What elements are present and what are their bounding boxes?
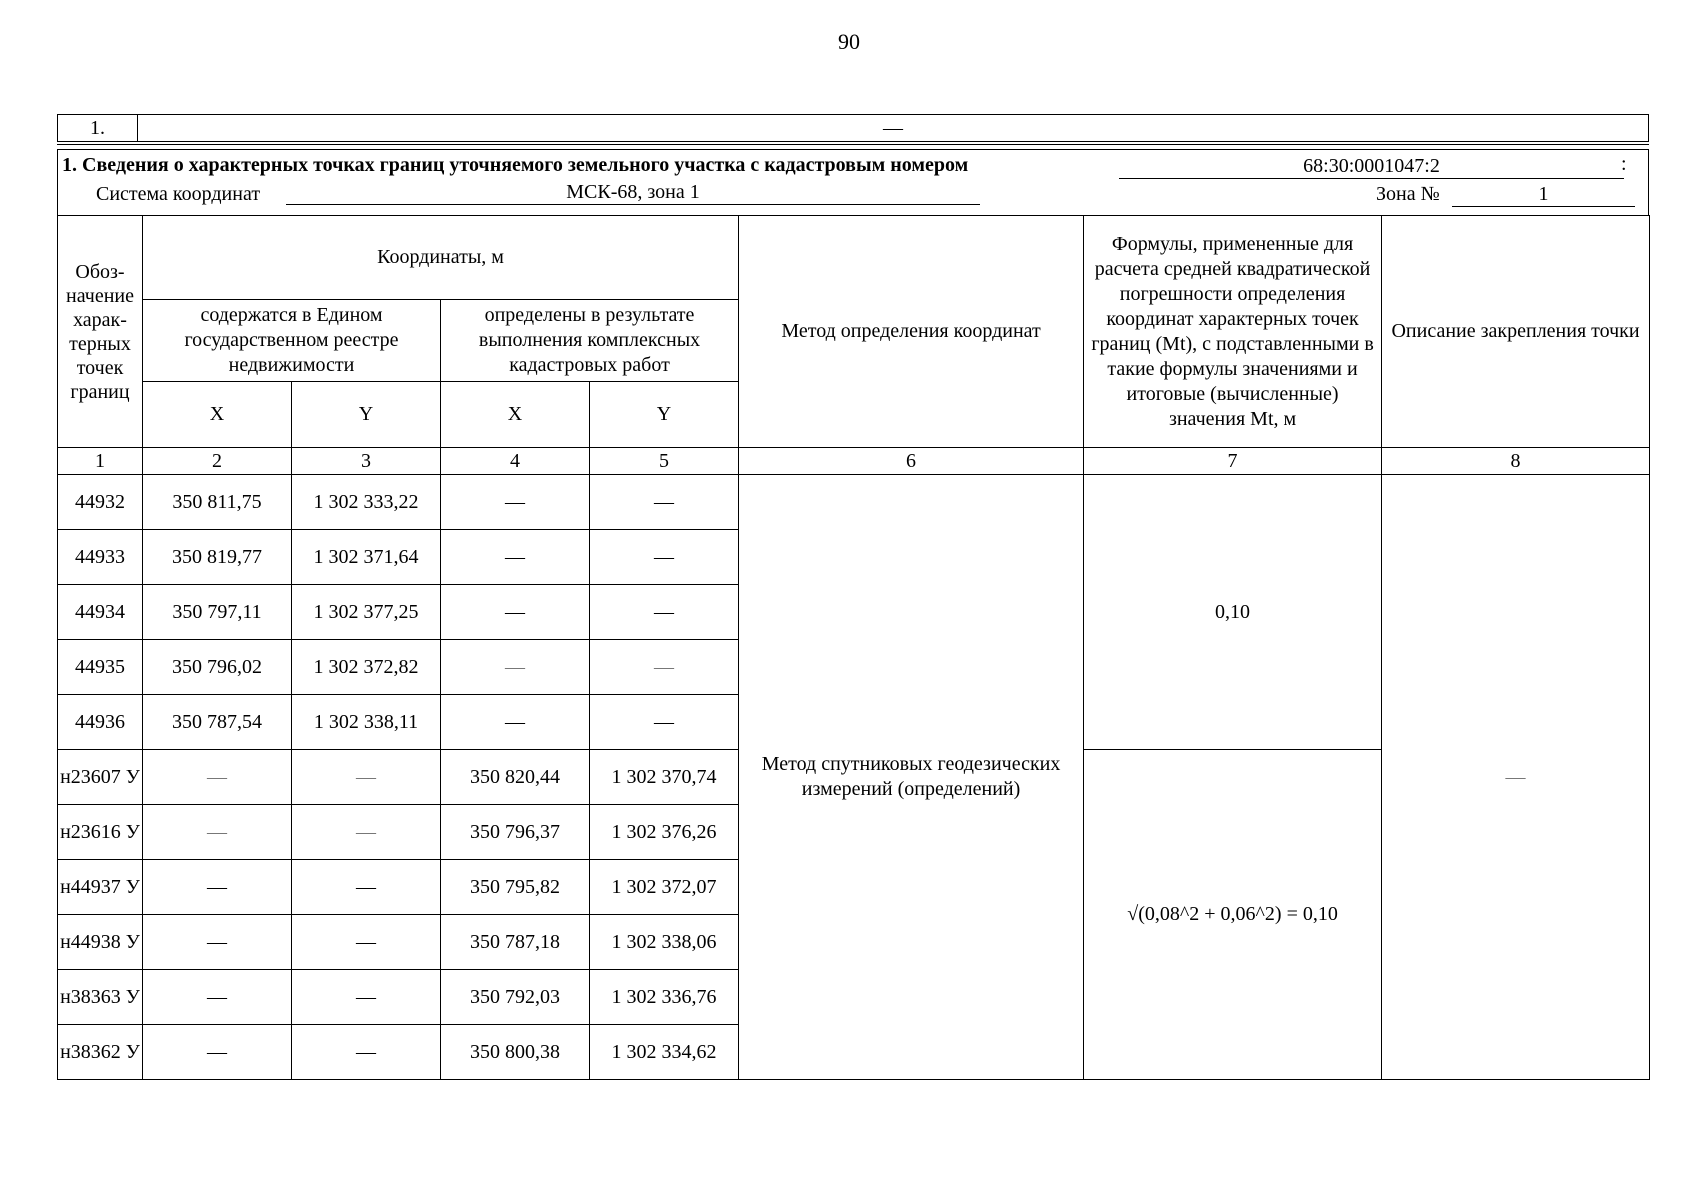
complex-x: — (441, 530, 590, 585)
complex-x: 350 787,18 (441, 915, 590, 970)
registry-y: — (292, 860, 441, 915)
formula-cell-group2: √(0,08^2 + 0,06^2) = 0,10 (1084, 750, 1382, 1080)
complex-y: 1 302 336,76 (590, 970, 739, 1025)
table-row (58, 475, 1650, 530)
separator-line (57, 144, 1649, 145)
complex-y: — (590, 585, 739, 640)
column-index: 6 (739, 448, 1084, 475)
complex-y: 1 302 376,26 (590, 805, 739, 860)
point-name: 44932 (58, 475, 143, 530)
complex-y: 1 302 370,74 (590, 750, 739, 805)
header-complex-works: определены в результате выполнения комплексных кадастровых работ (441, 300, 739, 382)
header-complex-x: X (441, 382, 590, 448)
registry-y: 1 302 372,82 (292, 640, 441, 695)
registry-y: 1 302 333,22 (292, 475, 441, 530)
point-name: н38363 У (58, 970, 143, 1025)
complex-x: 350 796,37 (441, 805, 590, 860)
point-name: н38362 У (58, 1025, 143, 1080)
registry-y: 1 302 371,64 (292, 530, 441, 585)
page-number: 90 (838, 29, 860, 54)
section-title: 1. Сведения о характерных точках границ уточняемого земельного участка с кадастровым номером (62, 154, 969, 176)
registry-x: — (143, 805, 292, 860)
complex-x: — (441, 475, 590, 530)
header-formulas: Формулы, примененные для расчета средней квадратической погрешности определения координат характерных точек границ (Mt), с подставленными в такие формулы значениями и итоговые (вычисленные) значения Mt, м (1084, 216, 1382, 448)
complex-x: 350 795,82 (441, 860, 590, 915)
complex-y: — (590, 695, 739, 750)
complex-x: — (441, 695, 590, 750)
point-name: 44935 (58, 640, 143, 695)
point-name: н23616 У (58, 805, 143, 860)
column-index: 4 (441, 448, 590, 475)
registry-y: — (292, 805, 441, 860)
complex-y: 1 302 338,06 (590, 915, 739, 970)
registry-y: 1 302 377,25 (292, 585, 441, 640)
registry-x: 350 811,75 (143, 475, 292, 530)
complex-x: — (441, 585, 590, 640)
registry-x: 350 819,77 (143, 530, 292, 585)
complex-y: 1 302 372,07 (590, 860, 739, 915)
complex-x: 350 800,38 (441, 1025, 590, 1080)
complex-y: 1 302 334,62 (590, 1025, 739, 1080)
registry-y: — (292, 970, 441, 1025)
complex-x: 350 792,03 (441, 970, 590, 1025)
registry-y: — (292, 1025, 441, 1080)
column-index-row (58, 448, 1650, 475)
header-point-designation: Обоз-начение харак-терных точек границ (58, 216, 143, 448)
description-cell: — (1382, 475, 1650, 1080)
registry-x: 350 796,02 (143, 640, 292, 695)
coord-system-value: МСК-68, зона 1 (286, 181, 980, 205)
header-description: Описание закрепления точки (1382, 216, 1650, 448)
registry-x: — (143, 860, 292, 915)
top-row-table (57, 114, 1649, 142)
point-name: н23607 У (58, 750, 143, 805)
column-index: 7 (1084, 448, 1382, 475)
formula-cell-group1: 0,10 (1084, 475, 1382, 750)
point-name: 44936 (58, 695, 143, 750)
complex-y: — (590, 530, 739, 585)
header-complex-y: Y (590, 382, 739, 448)
registry-x: — (143, 750, 292, 805)
header-registry-x: X (143, 382, 292, 448)
section-header (57, 149, 1649, 215)
column-index: 8 (1382, 448, 1650, 475)
column-index: 3 (292, 448, 441, 475)
column-index: 2 (143, 448, 292, 475)
point-name: 44933 (58, 530, 143, 585)
top-row-number: 1. (58, 115, 138, 142)
registry-x: 350 797,11 (143, 585, 292, 640)
complex-x: — (441, 640, 590, 695)
point-name: н44937 У (58, 860, 143, 915)
column-index: 5 (590, 448, 739, 475)
point-name: н44938 У (58, 915, 143, 970)
registry-y: — (292, 750, 441, 805)
zone-label: Зона № (1376, 183, 1440, 205)
cadastral-number: 68:30:0001047:2 (1119, 155, 1624, 179)
method-cell: Метод спутниковых геодезических измерений (определений) (739, 475, 1084, 1080)
registry-x: — (143, 970, 292, 1025)
header-coordinates: Координаты, м (143, 216, 739, 300)
complex-y: — (590, 640, 739, 695)
registry-y: 1 302 338,11 (292, 695, 441, 750)
point-name: 44934 (58, 585, 143, 640)
complex-y: — (590, 475, 739, 530)
zone-value: 1 (1452, 183, 1635, 207)
registry-x: 350 787,54 (143, 695, 292, 750)
header-registry-y: Y (292, 382, 441, 448)
complex-x: 350 820,44 (441, 750, 590, 805)
registry-x: — (143, 1025, 292, 1080)
header-method: Метод определения координат (739, 216, 1084, 448)
boundary-points-table (57, 215, 1650, 1080)
cadastral-colon: : (1621, 153, 1627, 175)
registry-x: — (143, 915, 292, 970)
coord-system-label: Система координат (96, 183, 261, 205)
registry-y: — (292, 915, 441, 970)
column-index: 1 (58, 448, 143, 475)
top-row-value: — (138, 115, 1649, 142)
header-registry: содержатся в Едином государственном реестре недвижимости (143, 300, 441, 382)
